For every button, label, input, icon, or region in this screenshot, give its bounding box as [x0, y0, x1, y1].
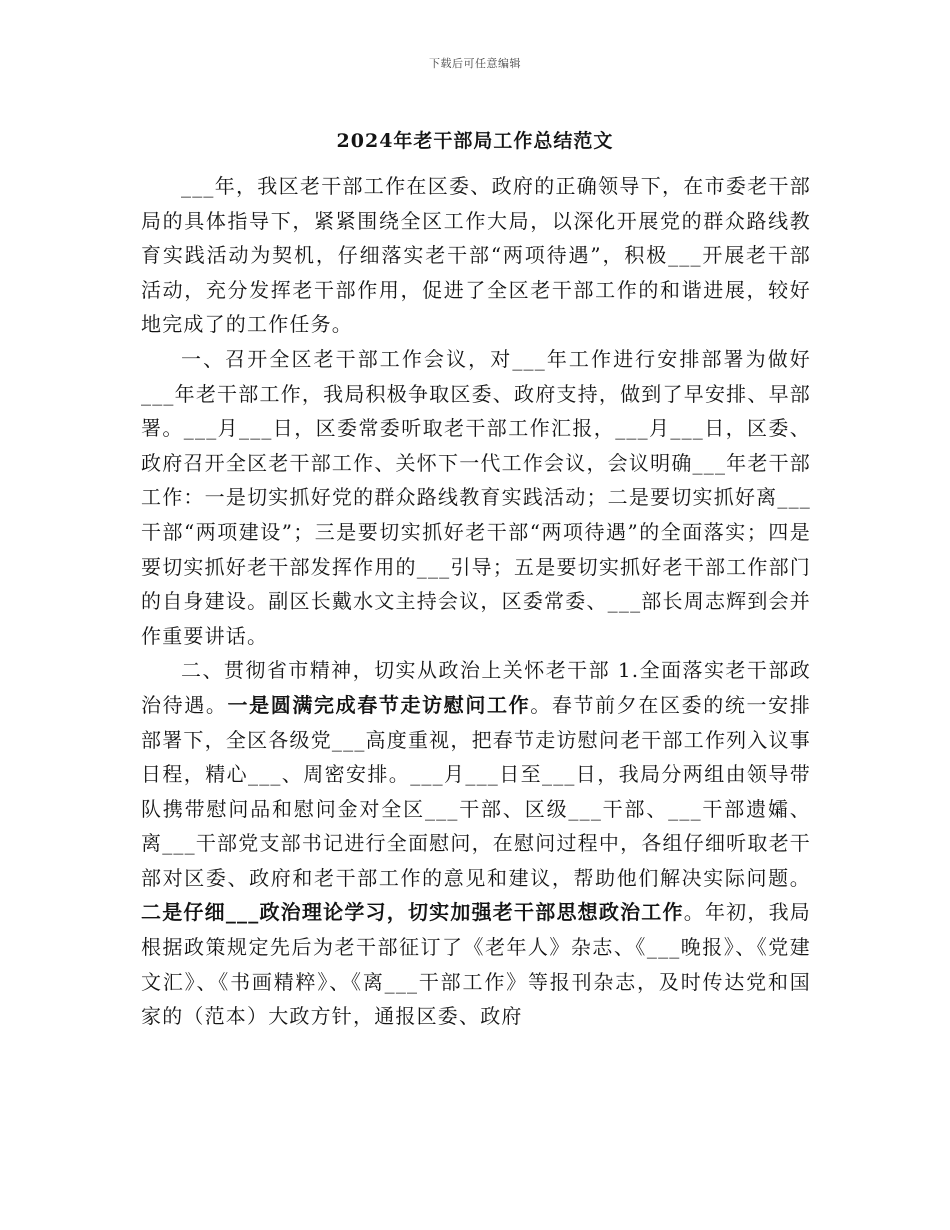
document-body — [141, 169, 811, 1034]
section-two-text-3: 。年初，我局根据政策规定先后为老干部征订了《老年人》杂志、《___晚报》、《党建文汇》、《书画精粹》、《离___干部工作》等报刊杂志，及时传达党和国家的（范本）大政方针，通报区委、政府 — [141, 900, 811, 1029]
document-title: 2024年老干部局工作总结范文 — [336, 130, 614, 152]
paragraph-section-two — [141, 653, 811, 1034]
section-two-text-1: 二、贯彻省市精神，切实从政治上关怀老干部 1.全面落实老干部政治待遇。 — [141, 658, 811, 717]
section-two-text-2: 。春节前夕在区委的统一安排部署下，全区各级党___高度重视，把春节走访慰问老干部工作列入议事日程，精心___、周密安排。___月___日至___日，我局分两组由领导带队携带慰问品和慰问金对全区___干部、区级___干部、___干部遗孀、离___干部党支部书记进行全面慰问，在慰问过程中，各组仔细听取老干部对区委、政府和老干部工作的意见和建议，帮助他们解决实际问题。 — [141, 692, 811, 890]
section-two-bold-2: 二是仔细___政治理论学习，切实加强老干部思想政治工作 — [141, 900, 684, 925]
paragraph-intro: ___年，我区老干部工作在区委、政府的正确领导下，在市委老干部局的具体指导下，紧紧围绕全区工作大局，以深化开展党的群众路线教育实践活动为契机，仔细落实老干部“两项待遇”，积极___开展老干部活动，充分发挥老干部作用，促进了全区老干部工作的和谐进展，较好地完成了的工作任务。 — [141, 174, 811, 337]
paragraph-section-one: 一、召开全区老干部工作会议，对___年工作进行安排部署为做好___年老干部工作，我局积极争取区委、政府支持，做到了早安排、早部署。___月___日，区委常委听取老干部工作汇报，___月___日，区委、政府召开全区老干部工作、关怀下一代工作会议，会议明确___年老干部工作：一是切实抓好党的群众路线教育实践活动；二是要切实抓好离___干部“两项建设”；三是要切实抓好老干部“两项待遇”的全面落实；四是要切实抓好老干部发挥作用的___引导；五是要切实抓好老干部工作部门的自身建设。副区长戴水文主持会议，区委常委、___部长周志辉到会并作重要讲话。 — [141, 346, 811, 648]
page-header-note: 下载后可任意编辑 — [429, 57, 521, 70]
section-two-bold-1: 一是圆满完成春节走访慰问工作 — [227, 692, 531, 717]
